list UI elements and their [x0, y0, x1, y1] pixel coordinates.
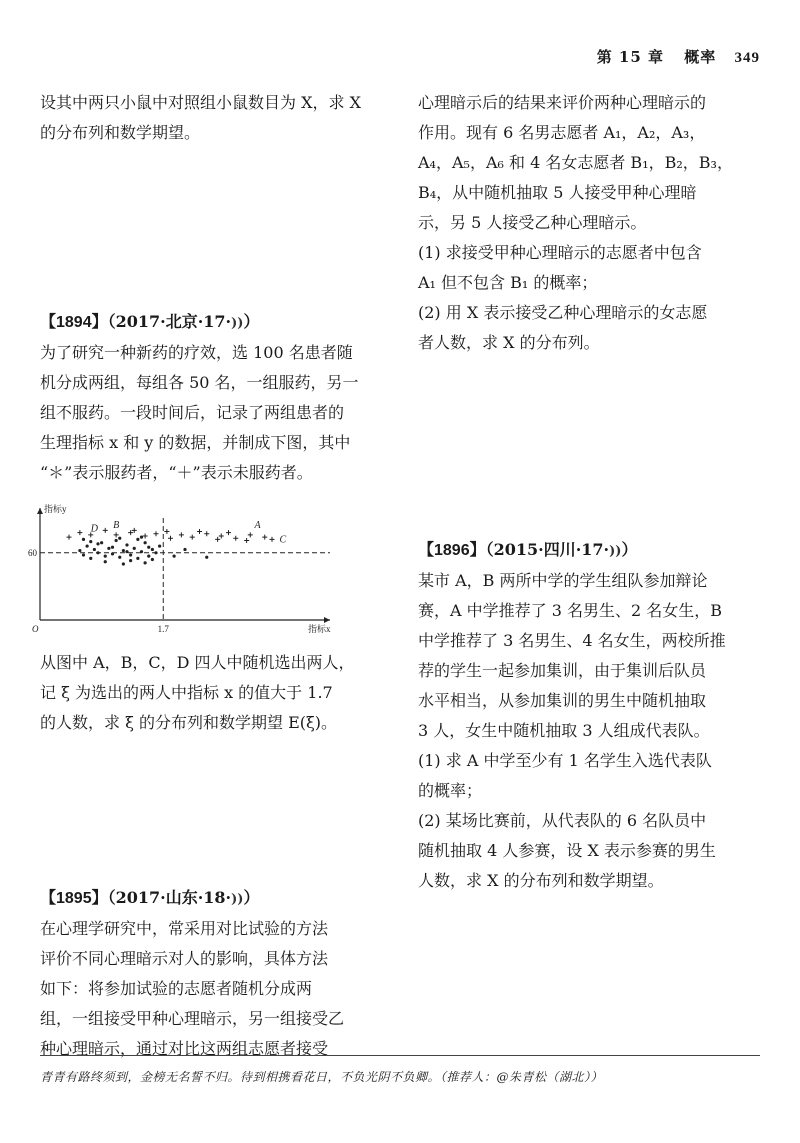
text-line: 种心理暗示，通过对比这两组志愿者接受 [40, 1039, 329, 1058]
star-point [151, 558, 154, 561]
page-header [597, 46, 760, 67]
point-label-a: A [254, 520, 261, 532]
text-line: 从图中 A，B，C，D 四人中随机选出两人， [40, 653, 355, 672]
star-point [118, 537, 121, 540]
star-point [100, 541, 103, 544]
problem-source-close: ） [243, 888, 260, 907]
plus-point [179, 532, 184, 537]
star-point [93, 548, 96, 551]
star-point [118, 556, 121, 559]
star-point [147, 546, 150, 549]
star-point [136, 538, 139, 541]
point-label-d: D [90, 523, 98, 535]
text-line: 组，一组接受甲种心理暗示，另一组接受乙 [40, 1009, 345, 1028]
difficulty-moon-icon: )) [609, 544, 622, 559]
star-point [129, 553, 132, 556]
text-line: 为了研究一种新药的疗效，选 100 名患者随 [40, 343, 353, 362]
text-line: (2) 某场比赛前，从代表队的 6 名队员中 [418, 811, 707, 830]
origin-label: O [32, 624, 39, 634]
text-line: 人数，求 X 的分布列和数学期望。 [418, 871, 664, 890]
chart-labels [28, 503, 331, 634]
star-point [125, 543, 128, 546]
text-line: 者人数，求 X 的分布列。 [418, 333, 600, 352]
star-point [104, 555, 107, 558]
problem-1894-question [40, 648, 380, 738]
text-line: B₄，从中随机抽取 5 人接受甲种心理暗 [418, 183, 697, 202]
text-line: 心理暗示后的结果来评价两种心理暗示的 [418, 93, 707, 112]
point-label-b: B [113, 520, 120, 532]
plus-point [215, 537, 220, 542]
text-line: A₁ 但不包含 B₁ 的概率； [418, 273, 598, 292]
problem-number: 【1895】 [40, 890, 108, 907]
plus-point [114, 532, 119, 537]
star-point [154, 551, 157, 554]
plus-point [103, 528, 108, 533]
star-point [78, 549, 81, 552]
x-tick-label: 1.7 [157, 624, 169, 634]
star-point [158, 544, 161, 547]
x-axis-label: 指标x [308, 624, 331, 634]
text-line: 的概率； [418, 781, 483, 800]
star-point [122, 562, 125, 565]
text-line: “＊”表示服药者，“＋”表示未服药者。 [40, 463, 313, 482]
star-point [183, 548, 186, 551]
plus-point [262, 535, 267, 540]
star-point [111, 546, 114, 549]
problem-number: 【1894】 [40, 314, 108, 331]
text-line: 记 ξ 为选出的两人中指标 x 的值大于 1.7 [40, 683, 333, 702]
plus-point [168, 536, 173, 541]
problem-source-close: ） [243, 312, 260, 331]
star-point [151, 548, 154, 551]
text-line: 评价不同心理暗示对人的影响，具体方法 [40, 949, 329, 968]
left-intro [40, 88, 380, 148]
problem-source: （2015·四川·17· [485, 540, 610, 559]
plus-point [244, 538, 249, 543]
star-point [133, 547, 136, 550]
star-point [89, 557, 92, 560]
star-point [125, 550, 128, 553]
text-line: (1) 求 A 中学至少有 1 名学生入选代表队 [418, 751, 712, 770]
plus-point [190, 535, 195, 540]
problem-source: （2017·北京·17· [107, 312, 232, 331]
text-line: 赛，A 中学推荐了 3 名男生、2 名女生，B [418, 601, 723, 620]
intro-text: 设其中两只小鼠中对照组小鼠数目为 X，求 X 的分布列和数学期望。 [40, 93, 361, 142]
scatter-chart [30, 500, 340, 640]
chart-axes [37, 508, 330, 623]
text-line: 示，另 5 人接受乙种心理暗示。 [418, 213, 647, 232]
star-point [82, 538, 85, 541]
point-label-c: C [279, 534, 287, 546]
problem-source: （2017·山东·18· [107, 888, 232, 907]
problem-1895 [40, 884, 380, 1064]
chart-reference-lines [40, 518, 330, 620]
text-line: A₄，A₅，A₆ 和 4 名女志愿者 B₁，B₂，B₃， [418, 153, 733, 172]
y-axis-arrow-icon [37, 508, 43, 514]
x-axis-arrow-icon [324, 617, 330, 623]
text-line: 如下：将参加试验的志愿者随机分成两 [40, 979, 313, 998]
footer-divider [40, 1055, 760, 1056]
text-line: 作用。现有 6 名男志愿者 A₁，A₂，A₃， [418, 123, 706, 142]
chapter-label: 第 15 章 [596, 48, 665, 66]
star-point [107, 547, 110, 550]
text-line: 3 人，女生中随机抽取 3 人组成代表队。 [418, 721, 710, 740]
star-point [144, 541, 147, 544]
star-point [96, 551, 99, 554]
problem-1895-head [40, 884, 380, 914]
text-line: 机分成两组，每组各 50 名，一组服药，另一 [40, 373, 359, 392]
star-point [86, 544, 89, 547]
y-tick-label: 60 [28, 547, 37, 558]
plus-point [197, 529, 202, 534]
star-point [111, 552, 114, 555]
star-point [173, 555, 176, 558]
y-axis-label: 指标y [44, 504, 67, 514]
star-point [136, 557, 139, 560]
star-point [96, 542, 99, 545]
text-line: 的人数，求 ξ 的分布列和数学期望 E(ξ)。 [40, 713, 338, 732]
plus-point [226, 530, 231, 535]
star-point [82, 553, 85, 556]
text-line: (1) 求接受甲种心理暗示的志愿者中包含 [418, 243, 702, 262]
problem-1896 [418, 536, 763, 896]
star-point [140, 536, 143, 539]
chapter-title: 概率 [684, 48, 717, 66]
text-line: 生理指标 x 和 y 的数据，并制成下图，其中 [40, 433, 351, 452]
plus-point [204, 531, 209, 536]
star-point [115, 539, 118, 542]
problem-1896-head [418, 536, 763, 566]
difficulty-moon-icon: )) [231, 892, 244, 907]
problem-1894 [40, 308, 380, 488]
text-line: 水平相当，从参加集训的男生中随机抽取 [418, 691, 707, 710]
plus-point [270, 537, 275, 542]
text-line: 荐的学生一起参加集训，由于集训后队员 [418, 661, 707, 680]
star-point [122, 549, 125, 552]
star-point [140, 550, 143, 553]
star-point [89, 540, 92, 543]
problem-1894-head [40, 308, 380, 338]
star-point [129, 559, 132, 562]
text-line: 某市 A，B 两所中学的学生组队参加辩论 [418, 571, 708, 590]
problem-source-close: ） [621, 540, 638, 559]
problem-number: 【1896】 [418, 542, 486, 559]
text-line: 中学推荐了 3 名男生、4 名女生，两校所推 [418, 631, 726, 650]
text-line: 组不服药。一段时间后，记录了两组患者的 [40, 403, 345, 422]
text-line: 在心理学研究中，常采用对比试验的方法 [40, 919, 329, 938]
footer-motto: 青青有路终须到，金榜无名誓不归。待到相携看花日，不负光阴不负卿。（推荐人：@朱青松（湖北）） [40, 1070, 604, 1084]
plus-point [77, 530, 82, 535]
plus-point [154, 531, 159, 536]
star-point [147, 555, 150, 558]
plus-point [67, 535, 72, 540]
plus-point [164, 529, 169, 534]
star-point [205, 556, 208, 559]
plus-point [143, 534, 148, 539]
star-point [144, 561, 147, 564]
plus-point [219, 534, 224, 539]
page-number: 349 [734, 50, 760, 66]
problem-1895-continued [418, 88, 763, 358]
difficulty-moon-icon: )) [231, 316, 244, 331]
plus-point [233, 536, 238, 541]
star-point [104, 560, 107, 563]
text-line: 随机抽取 4 人参赛，设 X 表示参赛的男生 [418, 841, 716, 860]
text-line: (2) 用 X 表示接受乙种心理暗示的女志愿 [418, 303, 708, 322]
plus-point [248, 532, 253, 537]
